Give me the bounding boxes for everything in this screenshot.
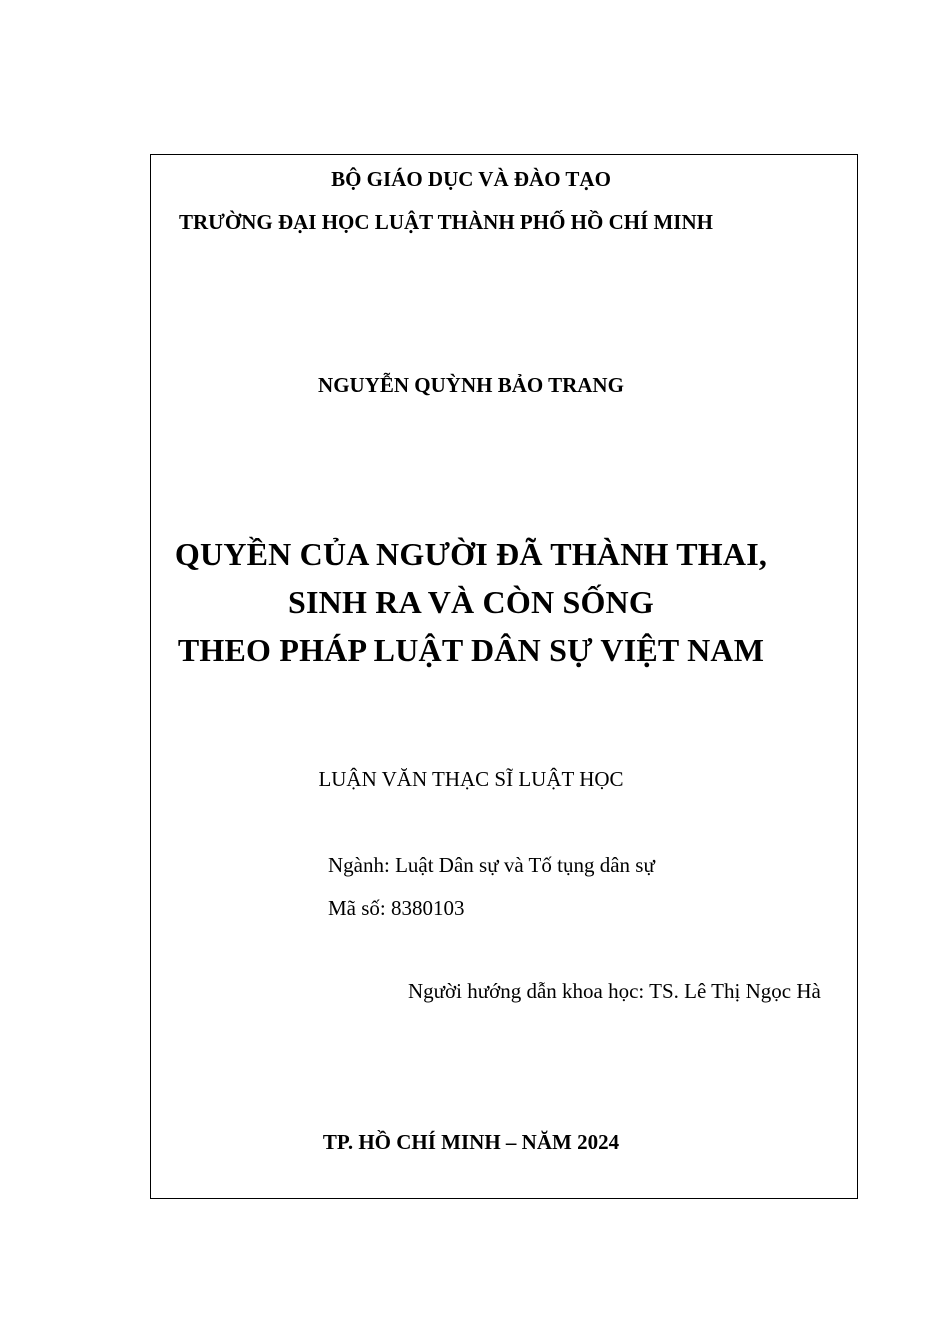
thesis-type: LUẬN VĂN THẠC SĨ LUẬT HỌC [318,767,624,791]
university-name: TRƯỜNG ĐẠI HỌC LUẬT THÀNH PHỐ HỒ CHÍ MINH [179,210,713,234]
cover-border-frame [150,154,858,1199]
thesis-title-line-3: THEO PHÁP LUẬT DÂN SỰ VIỆT NAM [177,632,765,668]
thesis-title-line-1: QUYỀN CỦA NGƯỜI ĐÃ THÀNH THAI, [174,536,768,572]
supervisor: Người hướng dẫn khoa học: TS. Lê Thị Ngọc Hà [408,979,821,1003]
author-name: NGUYỄN QUỲNH BẢO TRANG [318,373,624,397]
thesis-title-line-2: SINH RA VÀ CÒN SỐNG [288,584,654,620]
major-field: Ngành: Luật Dân sự và Tố tụng dân sự [328,853,655,877]
place-and-year: TP. HỒ CHÍ MINH – NĂM 2024 [322,1130,620,1154]
ministry-name: BỘ GIÁO DỤC VÀ ĐÀO TẠO [331,167,611,191]
major-code: Mã số: 8380103 [328,896,465,920]
